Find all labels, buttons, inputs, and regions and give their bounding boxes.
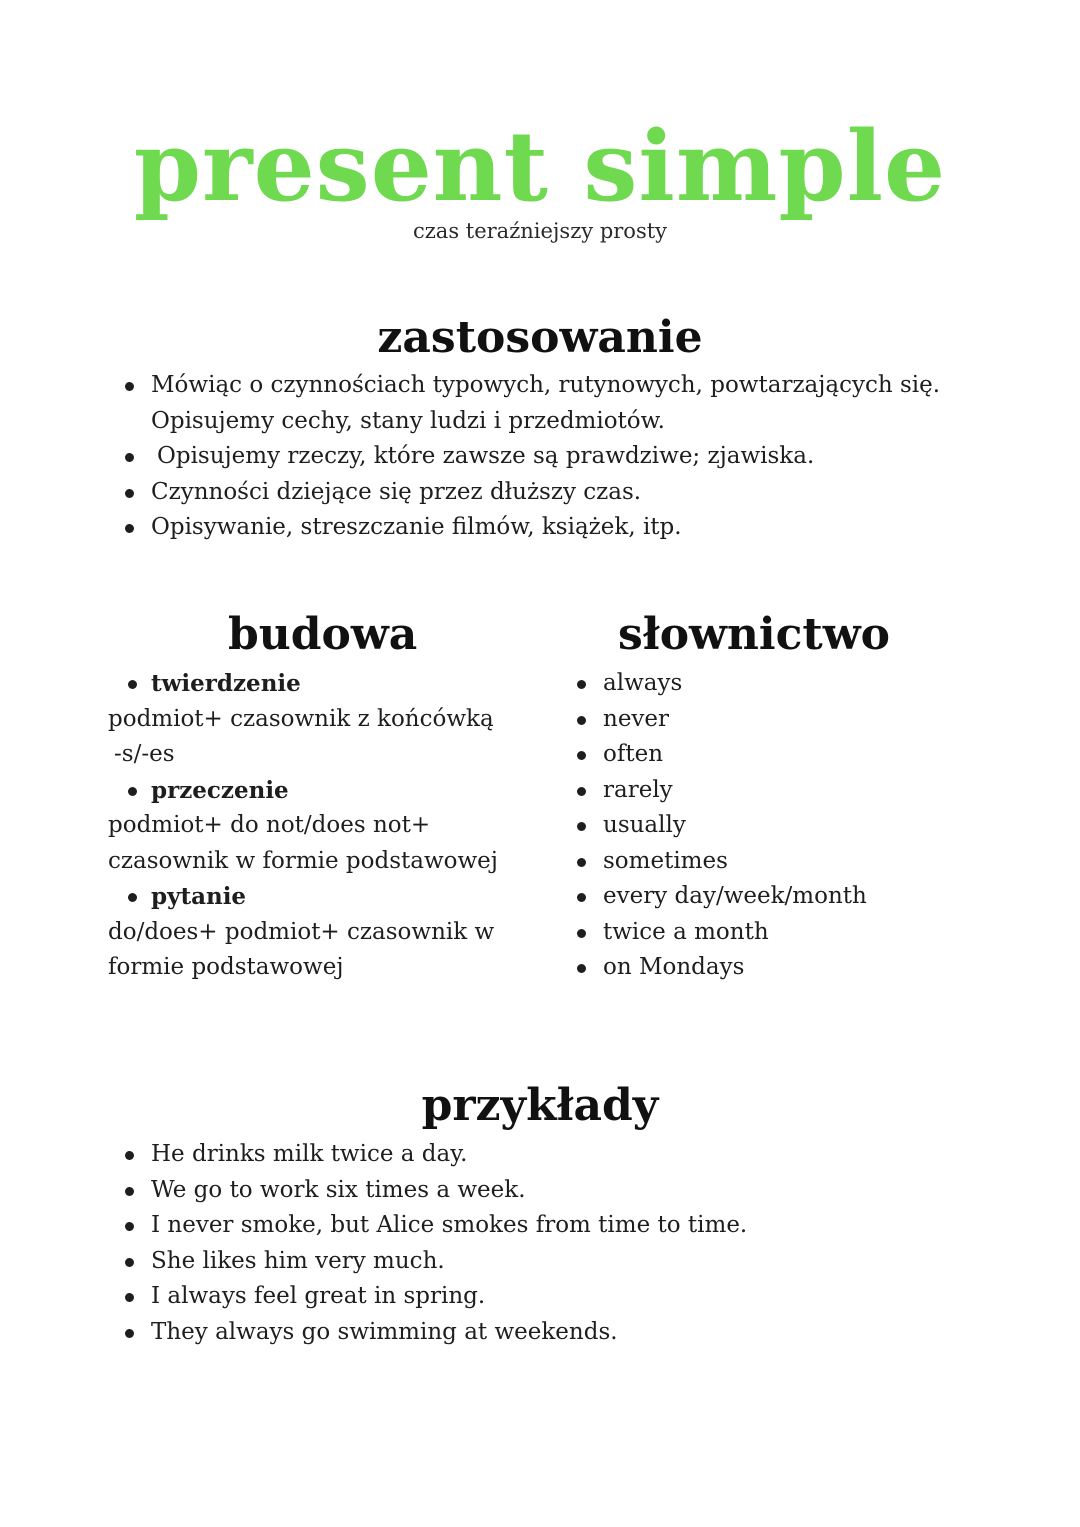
bullet-icon	[577, 964, 586, 973]
question-rule: do/does+ podmiot+ czasownik w	[108, 918, 495, 945]
list-item: We go to work six times a week.	[151, 1173, 1031, 1209]
examples-list	[151, 1137, 1031, 1350]
list-item: often	[603, 737, 1043, 773]
negative-label: przeczenie	[108, 773, 538, 809]
usage-heading: zastosowanie	[377, 312, 703, 363]
list-item: Opisywanie, streszczanie filmów, książek, itp.	[151, 510, 1031, 546]
list-item: Opisujemy rzeczy, które zawsze są prawdziwe; zjawiska.	[151, 439, 1031, 475]
bullet-icon	[125, 1222, 134, 1231]
list-item: rarely	[603, 773, 1043, 809]
structure-section	[108, 666, 538, 986]
list-item: every day/week/month	[603, 879, 1043, 915]
negative-rule: podmiot+ do not/does not+	[108, 812, 431, 838]
list-item: I always feel great in spring.	[151, 1279, 1031, 1315]
list-item: He drinks milk twice a day.	[151, 1137, 1031, 1173]
bullet-icon	[125, 382, 134, 391]
bullet-icon	[125, 1187, 134, 1196]
affirmative-label: twierdzenie	[108, 666, 538, 702]
question-rule-continued: formie podstawowej	[108, 954, 344, 980]
list-item: Czynności dziejące się przez dłuższy czas.	[151, 475, 1031, 511]
affirmative-rule-ending: -s/-es	[114, 741, 175, 767]
list-item: on Mondays	[603, 950, 1043, 986]
structure-heading: budowa	[228, 609, 418, 660]
page-title: present simple	[133, 110, 947, 223]
list-item: She likes him very much.	[151, 1244, 1031, 1280]
vocabulary-heading: słownictwo	[618, 609, 890, 660]
affirmative-rule: podmiot+ czasownik z końcówką	[108, 705, 494, 732]
examples-heading: przykłady	[421, 1080, 659, 1131]
bullet-icon	[125, 1293, 134, 1302]
bullet-icon	[577, 751, 586, 760]
list-item: Mówiąc o czynnościach typowych, rutynowych, powtarzających się.	[151, 368, 1031, 404]
bullet-icon	[577, 858, 586, 867]
bullet-icon	[128, 680, 137, 689]
bullet-icon	[125, 1329, 134, 1338]
list-item-continuation: Opisujemy cechy, stany ludzi i przedmiotów.	[151, 407, 665, 434]
list-item: usually	[603, 808, 1043, 844]
list-item: always	[603, 666, 1043, 702]
list-item: sometimes	[603, 844, 1043, 880]
bullet-icon	[125, 524, 134, 533]
bullet-icon	[125, 1151, 134, 1160]
bullet-icon	[577, 680, 586, 689]
list-item: twice a month	[603, 915, 1043, 951]
bullet-icon	[577, 822, 586, 831]
bullet-icon	[125, 489, 134, 498]
page-subtitle: czas teraźniejszy prosty	[412, 219, 668, 243]
list-item: never	[603, 702, 1043, 738]
bullet-icon	[128, 893, 137, 902]
question-label: pytanie	[108, 879, 538, 915]
bullet-icon	[577, 893, 586, 902]
bullet-icon	[577, 787, 586, 796]
bullet-icon	[577, 929, 586, 938]
bullet-icon	[128, 787, 137, 796]
usage-list	[151, 368, 1031, 546]
list-item: They always go swimming at weekends.	[151, 1315, 1031, 1351]
negative-rule-continued: czasownik w formie podstawowej	[108, 847, 498, 874]
bullet-icon	[577, 716, 586, 725]
bullet-icon	[125, 1258, 134, 1267]
list-item: I never smoke, but Alice smokes from time to time.	[151, 1208, 1031, 1244]
vocabulary-list	[603, 666, 1043, 986]
bullet-icon	[125, 453, 134, 462]
